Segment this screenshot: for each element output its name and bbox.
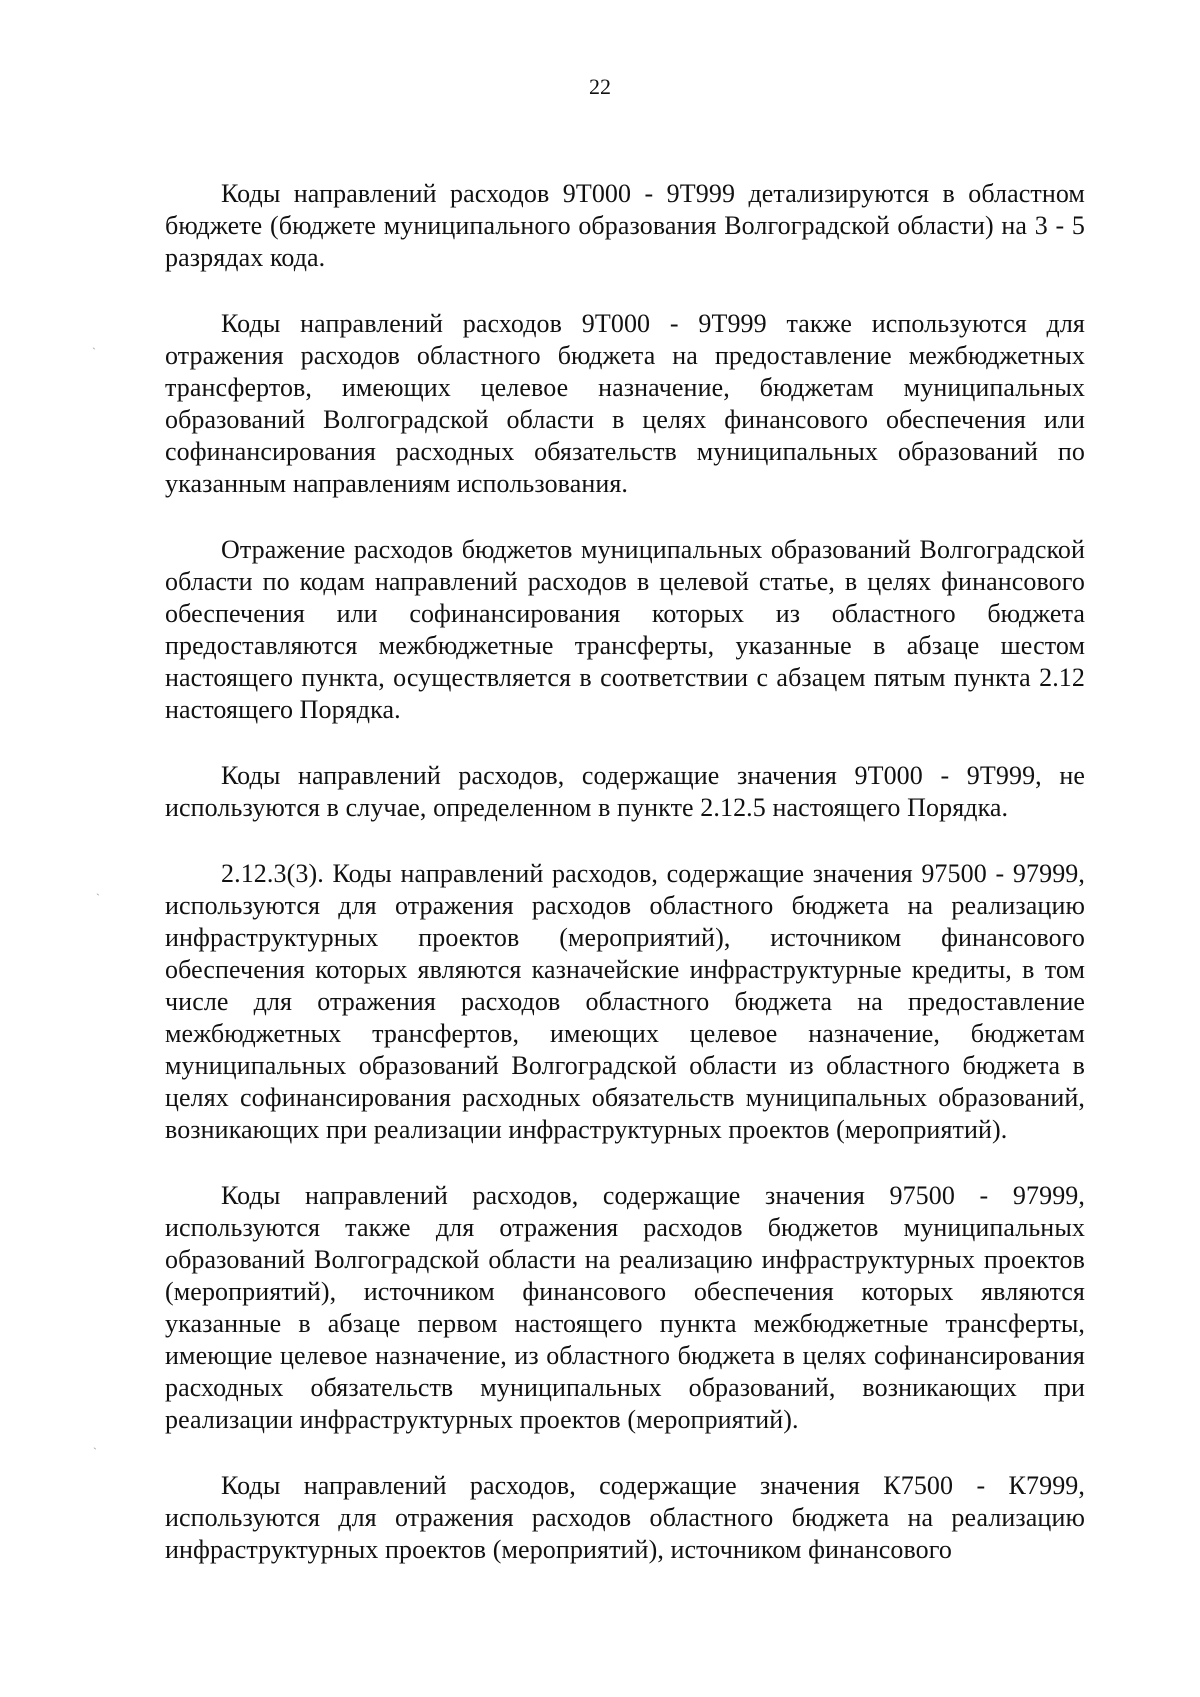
- paragraph-2: Коды направлений расходов 9Т000 - 9Т999 также используются для отражения расходов областного бюджета на предоставление межбюджетных трансфертов, имеющих целевое назначение, бюджетам муниципальных образований Волгоградской области в целях финансового обеспечения или софинансирования расходных обязательств муниципальных образований по указанным направлениям использования.: [165, 309, 1085, 498]
- paragraph-5: 2.12.3(3). Коды направлений расходов, содержащие значения 97500 - 97999, используются для отражения расходов областного бюджета на реализацию инфраструктурных проектов (мероприятий), источником финансового обеспечения которых являются казначейские инфраструктурные кредиты, в том числе для отражения расходов областного бюджета на предоставление межбюджетных трансфертов, имеющих целевое назначение, бюджетам муниципальных образований Волгоградской области из областного бюджета в целях софинансирования расходных обязательств муниципальных образований, возникающих при реализации инфраструктурных проектов (мероприятий).: [165, 859, 1085, 1144]
- scan-speck-mark: ˎ: [96, 882, 100, 896]
- document-body: [165, 178, 1085, 1600]
- paragraph-4: Коды направлений расходов, содержащие значения 9Т000 - 9Т999, не используются в случае, определенном в пункте 2.12.5 настоящего Порядка.: [165, 761, 1085, 822]
- paragraph-3: Отражение расходов бюджетов муниципальных образований Волгоградской области по кодам направлений расходов в целевой статье, в целях финансового обеспечения или софинансирования которых из областного бюджета предоставляются межбюджетные трансферты, указанные в абзаце шестом настоящего пункта, осуществляется в соответствии с абзацем пятым пункта 2.12 настоящего Порядка.: [165, 535, 1085, 724]
- paragraph-7: Коды направлений расходов, содержащие значения К7500 - К7999, используются для отражения расходов областного бюджета на реализацию инфраструктурных проектов (мероприятий), источником финансового: [165, 1471, 1085, 1564]
- paragraph-1: Коды направлений расходов 9Т000 - 9Т999 детализируются в областном бюджете (бюджете муниципального образования Волгоградской области) на 3 - 5 разрядах кода.: [165, 179, 1085, 272]
- paragraph-6: Коды направлений расходов, содержащие значения 97500 - 97999, используются также для отражения расходов бюджетов муниципальных образований Волгоградской области на реализацию инфраструктурных проектов (мероприятий), источником финансового обеспечения которых являются указанные в абзаце первом настоящего пункта межбюджетные трансферты, имеющие целевое назначение, из областного бюджета в целях софинансирования расходных обязательств муниципальных образований, возникающих при реализации инфраструктурных проектов (мероприятий).: [165, 1181, 1085, 1434]
- scan-speck-mark: ˎ: [93, 1436, 97, 1450]
- page-number: 22: [589, 74, 611, 99]
- scan-speck-mark: ˎ: [92, 336, 96, 350]
